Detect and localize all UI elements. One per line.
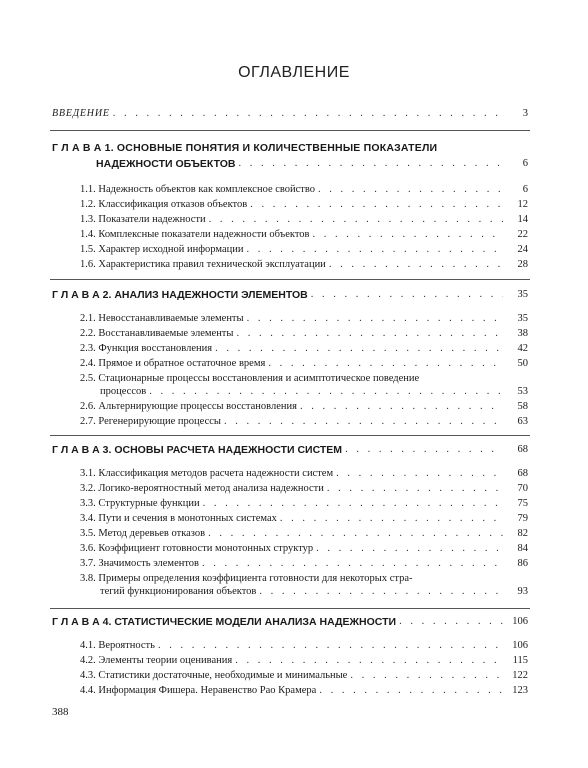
toc-section[interactable]: 2.1. Невосстанавливаемые элементы . . . 35 [80,313,528,325]
toc-section[interactable]: 1.6. Характеристика правил технической эксплуатации . . . 28 [80,259,528,271]
toc-section-head[interactable]: 3.8. Примеры определения коэффициента готовности для некоторых стра- [80,573,413,584]
divider [50,130,530,131]
toc-section[interactable]: 3.3. Структурные функции . . . 75 [80,498,528,510]
chapter-2-page: 35 [517,289,528,300]
chapter-3-page: 68 [517,444,528,455]
toc-section[interactable]: 4.4. Информация Фишера. Неравенство Рао Крамера . . . 123 [80,685,528,697]
divider [50,279,530,280]
toc-section[interactable]: 2.4. Прямое и обратное остаточное время . . . 50 [80,358,528,370]
chapter-2-line[interactable] [52,289,528,301]
toc-section[interactable]: 3.2. Логико-вероятностный метод анализа надежности . . . 70 [80,483,528,495]
page-title: ОГЛАВЛЕНИЕ [238,64,350,81]
toc-section[interactable]: 4.2. Элементы теории оценивания . . . 115 [80,655,528,667]
toc-section[interactable]: 4.3. Статистики достаточные, необходимые и минимальные . . . 122 [80,670,528,682]
chapter-4-page: 106 [512,616,528,627]
toc-section[interactable]: 1.1. Надежность объектов как комплексное свойство . . . 6 [80,184,528,196]
leader-dots [345,444,503,456]
toc-intro-label: ВВЕДЕНИЕ [52,108,110,119]
page-number: 388 [52,706,69,718]
chapter-1-line[interactable] [96,158,528,170]
leader-dots [113,108,503,120]
divider [50,608,530,609]
leader-dots [239,158,504,170]
toc-section-head[interactable]: 2.5. Стационарные процессы восстановления и асимптотическое поведение [80,373,420,384]
divider [50,435,530,436]
toc-section[interactable]: 1.2. Классификация отказов объектов . . . 12 [80,199,528,211]
chapter-1-tail: НАДЕЖНОСТИ ОБЪЕКТОВ [96,158,236,170]
chapter-3-head: Г Л А В А 3. ОСНОВЫ РАСЧЕТА НАДЕЖНОСТИ СИСТЕМ [52,444,343,456]
chapter-4-head: Г Л А В А 4. СТАТИСТИЧЕСКИЕ МОДЕЛИ АНАЛИЗА НАДЕЖНОСТИ [52,616,397,628]
toc-section[interactable]: процессов . . . 53 [100,386,528,398]
toc-section[interactable]: 3.7. Значимость элементов . . . 86 [80,558,528,570]
chapter-2-head: Г Л А В А 2. АНАЛИЗ НАДЕЖНОСТИ ЭЛЕМЕНТОВ [52,289,308,301]
toc-section[interactable]: 2.7. Регенерирующие процессы . . . 63 [80,416,528,428]
toc-section[interactable]: 1.5. Характер исходной информации . . . 24 [80,244,528,256]
chapter-1-page: 6 [522,158,528,169]
toc-section[interactable]: 3.4. Пути и сечения в монотонных системах . . . 79 [80,513,528,525]
toc-section[interactable]: тегий функционирования объектов . . . 93 [100,586,528,598]
toc-intro-page: 3 [522,108,528,119]
leader-dots [399,616,503,628]
toc-section[interactable]: 1.4. Комплексные показатели надежности объектов . . . 22 [80,229,528,241]
toc-section[interactable]: 2.3. Функция восстановления . . . 42 [80,343,528,355]
toc-section[interactable]: 1.3. Показатели надежности . . . 14 [80,214,528,226]
toc-section[interactable]: 3.6. Коэффициент готовности монотонных структур . . . 84 [80,543,528,555]
toc-intro[interactable] [52,108,528,120]
toc-section[interactable]: 2.2. Восстанавливаемые элементы . . . 38 [80,328,528,340]
leader-dots [311,289,503,301]
chapter-3-line[interactable] [52,444,528,456]
toc-section[interactable]: 2.6. Альтернирующие процессы восстановления . . . 58 [80,401,528,413]
chapter-1-head[interactable]: Г Л А В А 1. ОСНОВНЫЕ ПОНЯТИЯ И КОЛИЧЕСТВЕННЫЕ ПОКАЗАТЕЛИ [52,142,438,154]
toc-section[interactable]: 3.1. Классификация методов расчета надежности систем . . . 68 [80,468,528,480]
toc-section[interactable]: 4.1. Вероятность . . . 106 [80,640,528,652]
chapter-4-line[interactable] [52,616,528,628]
toc-section[interactable]: 3.5. Метод деревьев отказов . . . 82 [80,528,528,540]
